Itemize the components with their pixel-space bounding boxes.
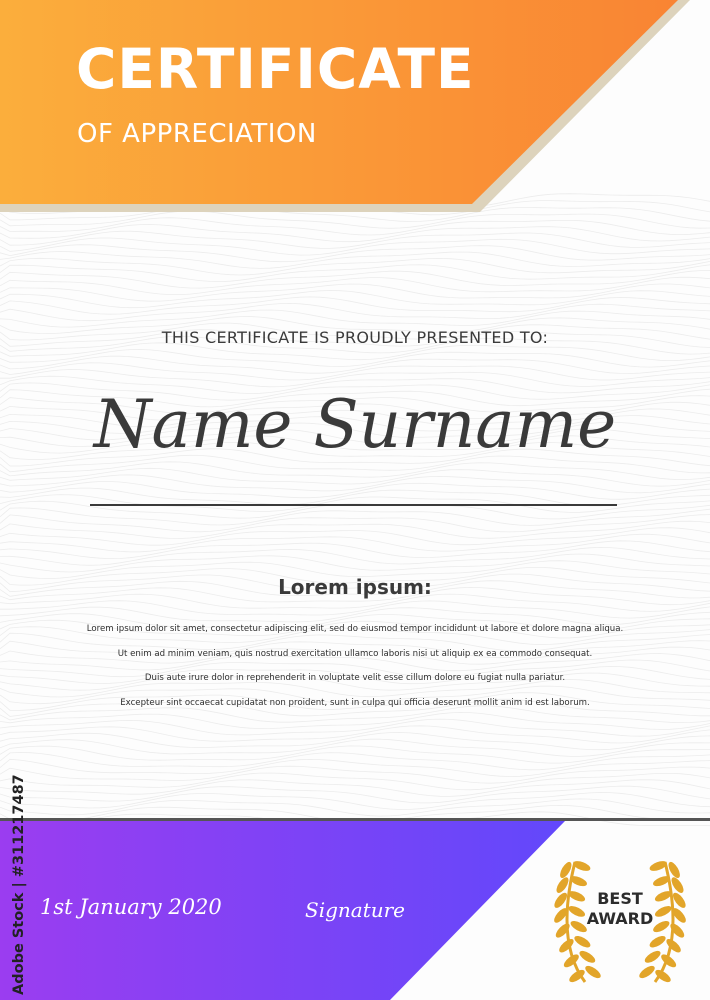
guilloche-wave-line (0, 759, 710, 776)
guilloche-wave-line (0, 291, 710, 308)
laurel-leaf (643, 949, 662, 965)
body-line: Ut enim ad minim veniam, quis nostrud exercitation ullamco laboris nisi ut aliquip ex ea commodo consequat. (117, 648, 593, 659)
recipient-name: Name Surname (93, 386, 617, 463)
award-line-award: AWARD (586, 909, 654, 928)
guilloche-wave-line (0, 733, 710, 750)
guilloche-wave-line (0, 238, 710, 255)
laurel-leaf (637, 964, 656, 981)
guilloche-wave-line (0, 719, 710, 736)
guilloche-wave-line (0, 601, 710, 618)
laurel-leaf (578, 949, 597, 965)
guilloche-wave-line (0, 534, 710, 552)
stock-id-label: Adobe Stock | #311217487 (11, 774, 27, 995)
laurel-leaf (648, 859, 668, 873)
name-underline (90, 504, 617, 506)
guilloche-wave-line (0, 766, 710, 783)
guilloche-wave-line (0, 554, 710, 572)
signature-label: Signature (305, 898, 406, 922)
body-line: Lorem ipsum dolor sit amet, consectetur adipiscing elit, sed do eiusmod tempor incididunt ut labore et dolore magna aliqua. (86, 624, 624, 634)
laurel-leaf (557, 937, 576, 955)
laurel-leaf (664, 937, 683, 955)
guilloche-wave-line (0, 350, 710, 368)
header-band (0, 0, 710, 215)
award-text (545, 889, 695, 929)
guilloche-wave-line (0, 265, 710, 282)
certificate-subtitle: OF APPRECIATION (77, 119, 317, 149)
laurel-leaf (572, 859, 592, 873)
best-award-badge (545, 852, 695, 992)
laurel-leaf (583, 964, 602, 981)
laurel-leaf (648, 934, 668, 950)
award-date: 1st January 2020 (40, 895, 222, 919)
guilloche-wave-line (0, 258, 710, 275)
body-heading: Lorem ipsum: (278, 575, 432, 599)
certificate-title: CERTIFICATE (76, 37, 475, 101)
guilloche-wave-line (0, 462, 710, 480)
body-line: Excepteur sint occaecat cupidatat non proident, sunt in culpa qui officia deserunt mollit anim id est laborum. (120, 697, 590, 708)
body-line: Duis aute irure dolor in reprehenderit in voluptate velit esse cillum dolore eu fugiat nulla pariatur. (144, 673, 566, 683)
body-text (60, 621, 650, 719)
laurel-leaf (573, 934, 593, 950)
guilloche-wave-line (0, 356, 710, 373)
guilloche-wave-line (0, 225, 710, 242)
award-line-best: BEST (597, 889, 643, 908)
presented-to-label: THIS CERTIFICATE IS PROUDLY PRESENTED TO: (161, 328, 549, 347)
